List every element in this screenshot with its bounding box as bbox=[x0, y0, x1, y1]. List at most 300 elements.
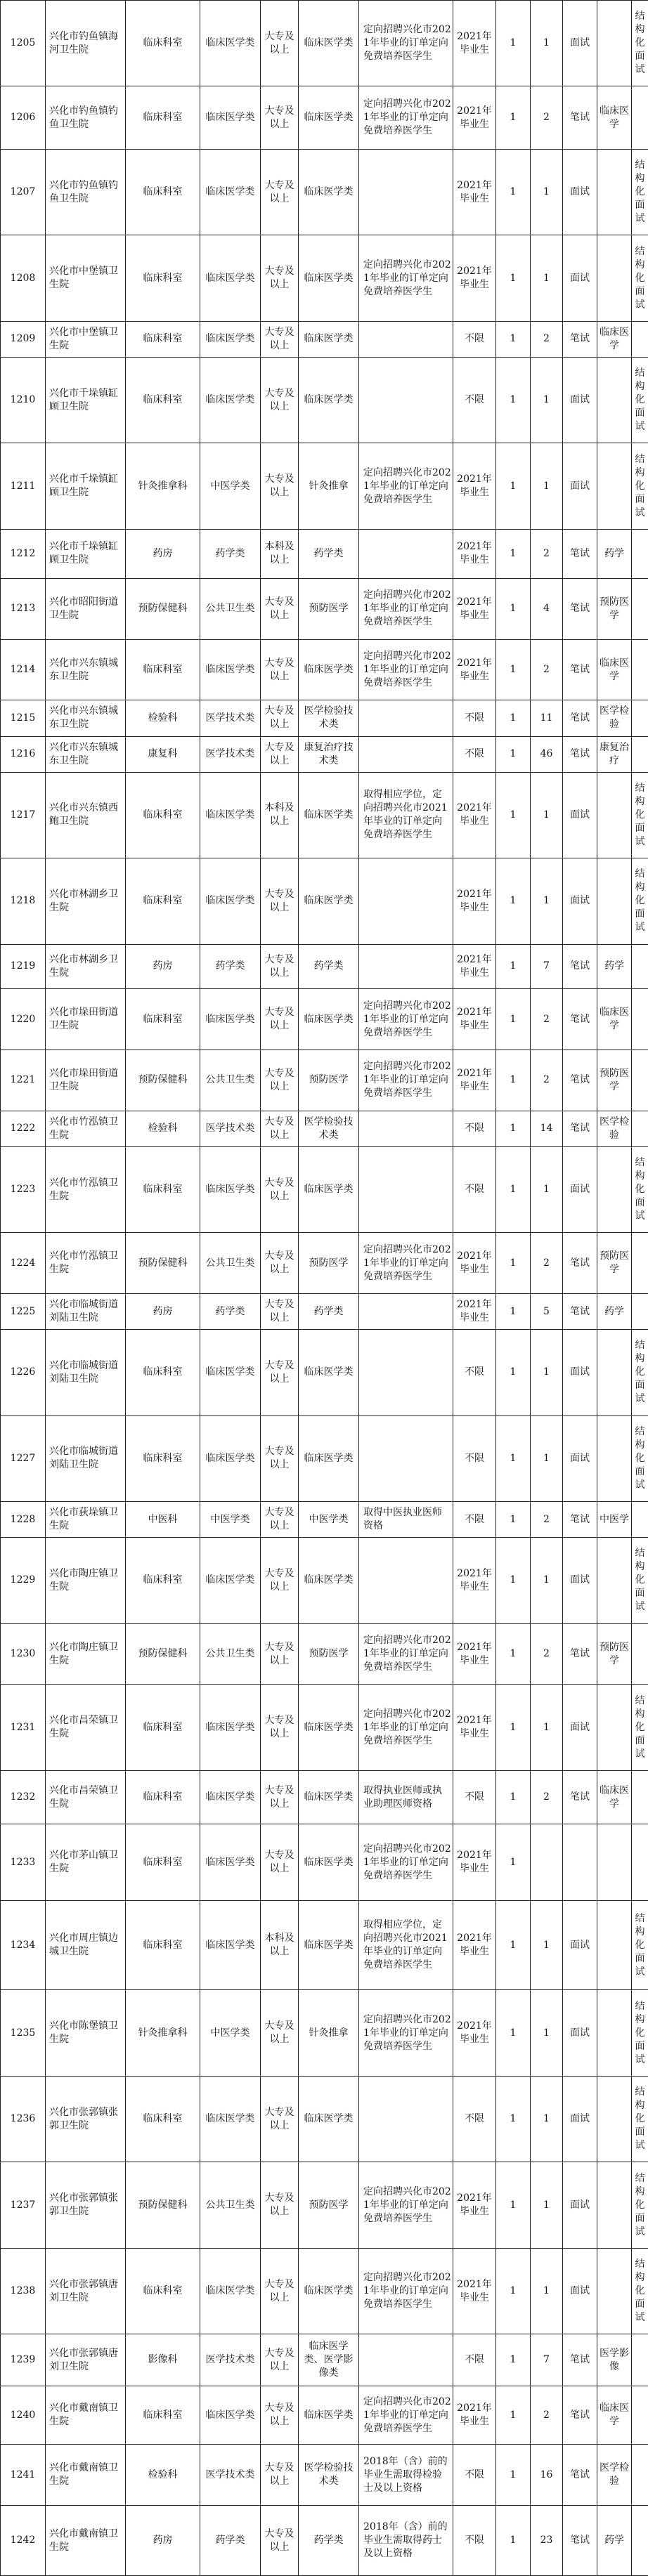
interview-note: 结构化面试 bbox=[632, 149, 648, 235]
education: 大专及以上 bbox=[261, 2162, 299, 2248]
graduate-type: 不限 bbox=[453, 2076, 496, 2162]
unit-name: 兴化市垛田街道卫生院 bbox=[46, 989, 126, 1050]
major: 临床医学类 bbox=[299, 1538, 359, 1623]
department: 临床科室 bbox=[126, 2248, 200, 2334]
position-category: 临床医学类 bbox=[200, 1, 261, 86]
exam-ratio: 2 bbox=[531, 1050, 563, 1111]
requirements: 定向招聘兴化市2021年毕业的订单定向免费培养医学生 bbox=[359, 1233, 453, 1294]
graduate-type: 不限 bbox=[453, 700, 496, 736]
position-category: 公共卫生类 bbox=[200, 1233, 261, 1294]
hiring-count: 1 bbox=[496, 1824, 531, 1900]
exam-ratio: 4 bbox=[531, 578, 563, 639]
exam-subject bbox=[597, 2076, 632, 2162]
hiring-count: 1 bbox=[496, 2334, 531, 2386]
position-code: 1227 bbox=[1, 1416, 46, 1501]
interview-note: 结构化面试 bbox=[632, 858, 648, 944]
position-category: 医学技术类 bbox=[200, 1111, 261, 1146]
exam-type: 笔试 bbox=[563, 1050, 597, 1111]
interview-note bbox=[632, 1294, 648, 1330]
unit-name: 兴化市兴东镇城东卫生院 bbox=[46, 700, 126, 736]
unit-name: 兴化市茅山镇卫生院 bbox=[46, 1824, 126, 1900]
department: 临床科室 bbox=[126, 1685, 200, 1770]
graduate-type: 2021年毕业生 bbox=[453, 639, 496, 700]
education: 大专及以上 bbox=[261, 149, 299, 235]
position-code: 1213 bbox=[1, 578, 46, 639]
graduate-type: 2021年毕业生 bbox=[453, 235, 496, 321]
hiring-count: 1 bbox=[496, 1538, 531, 1623]
interview-note: 结构化面试 bbox=[632, 1330, 648, 1416]
position-category: 临床医学类 bbox=[200, 1416, 261, 1501]
unit-name: 兴化市张郭镇唐刘卫生院 bbox=[46, 2334, 126, 2386]
position-category: 临床医学类 bbox=[200, 772, 261, 858]
graduate-type: 不限 bbox=[453, 357, 496, 443]
interview-note bbox=[632, 1233, 648, 1294]
interview-note bbox=[632, 2506, 648, 2576]
exam-subject: 药学 bbox=[597, 1294, 632, 1330]
table-row bbox=[1, 578, 648, 639]
position-code: 1231 bbox=[1, 1685, 46, 1770]
graduate-type: 2021年毕业生 bbox=[453, 578, 496, 639]
department: 临床科室 bbox=[126, 1, 200, 86]
unit-name: 兴化市中堡镇卫生院 bbox=[46, 235, 126, 321]
exam-type: 笔试 bbox=[563, 989, 597, 1050]
unit-name: 兴化市兴东镇城东卫生院 bbox=[46, 736, 126, 772]
exam-subject bbox=[597, 1330, 632, 1416]
position-code: 1240 bbox=[1, 2386, 46, 2445]
requirements bbox=[359, 149, 453, 235]
exam-ratio: 1 bbox=[531, 1, 563, 86]
unit-name: 兴化市钓鱼镇海河卫生院 bbox=[46, 1, 126, 86]
education: 大专及以上 bbox=[261, 2248, 299, 2334]
exam-type: 笔试 bbox=[563, 529, 597, 578]
exam-ratio: 1 bbox=[531, 1990, 563, 2076]
position-category: 临床医学类 bbox=[200, 1770, 261, 1824]
education: 大专及以上 bbox=[261, 1146, 299, 1232]
graduate-type: 2021年毕业生 bbox=[453, 772, 496, 858]
major: 药学类 bbox=[299, 944, 359, 989]
position-code: 1239 bbox=[1, 2334, 46, 2386]
exam-ratio: 1 bbox=[531, 357, 563, 443]
major: 临床医学类 bbox=[299, 1900, 359, 1990]
major: 临床医学类 bbox=[299, 639, 359, 700]
graduate-type: 2021年毕业生 bbox=[453, 858, 496, 944]
table-row bbox=[1, 1900, 648, 1990]
exam-type: 笔试 bbox=[563, 944, 597, 989]
education: 大专及以上 bbox=[261, 736, 299, 772]
position-category: 医学技术类 bbox=[200, 736, 261, 772]
exam-type: 笔试 bbox=[563, 2445, 597, 2506]
interview-note bbox=[632, 944, 648, 989]
hiring-count: 1 bbox=[496, 858, 531, 944]
exam-subject: 临床医学 bbox=[597, 639, 632, 700]
exam-type: 面试 bbox=[563, 1685, 597, 1770]
exam-ratio: 2 bbox=[531, 2386, 563, 2445]
table-row bbox=[1, 1502, 648, 1538]
graduate-type: 不限 bbox=[453, 1416, 496, 1501]
major: 临床医学类 bbox=[299, 1416, 359, 1501]
major: 针灸推拿 bbox=[299, 443, 359, 529]
table-row bbox=[1, 2076, 648, 2162]
hiring-count: 1 bbox=[496, 1, 531, 86]
hiring-count: 1 bbox=[496, 2445, 531, 2506]
education: 大专及以上 bbox=[261, 1111, 299, 1146]
position-code: 1218 bbox=[1, 858, 46, 944]
requirements: 定向招聘兴化市2021年毕业的订单定向免费培养医学生 bbox=[359, 639, 453, 700]
position-category: 医学技术类 bbox=[200, 2445, 261, 2506]
exam-subject bbox=[597, 1990, 632, 2076]
hiring-count: 1 bbox=[496, 357, 531, 443]
education: 大专及以上 bbox=[261, 1, 299, 86]
department: 临床科室 bbox=[126, 235, 200, 321]
position-code: 1225 bbox=[1, 1294, 46, 1330]
exam-ratio: 2 bbox=[531, 1623, 563, 1685]
exam-ratio: 2 bbox=[531, 86, 563, 149]
position-code: 1229 bbox=[1, 1538, 46, 1623]
interview-note bbox=[632, 639, 648, 700]
table-row bbox=[1, 1538, 648, 1623]
position-code: 1209 bbox=[1, 321, 46, 357]
education: 大专及以上 bbox=[261, 1233, 299, 1294]
position-code: 1208 bbox=[1, 235, 46, 321]
exam-subject bbox=[597, 1824, 632, 1900]
department: 临床科室 bbox=[126, 772, 200, 858]
exam-type: 笔试 bbox=[563, 86, 597, 149]
major: 临床医学类 bbox=[299, 1, 359, 86]
exam-ratio: 1 bbox=[531, 1538, 563, 1623]
interview-note bbox=[632, 1050, 648, 1111]
exam-subject bbox=[597, 858, 632, 944]
position-category: 临床医学类 bbox=[200, 321, 261, 357]
table-row bbox=[1, 700, 648, 736]
exam-ratio: 2 bbox=[531, 1233, 563, 1294]
hiring-count: 1 bbox=[496, 1111, 531, 1146]
exam-subject bbox=[597, 2162, 632, 2248]
education: 大专及以上 bbox=[261, 2386, 299, 2445]
graduate-type: 2021年毕业生 bbox=[453, 1, 496, 86]
department: 临床科室 bbox=[126, 2076, 200, 2162]
interview-note: 结构化面试 bbox=[632, 2076, 648, 2162]
major: 预防医学 bbox=[299, 1050, 359, 1111]
exam-subject: 药学 bbox=[597, 529, 632, 578]
exam-ratio: 1 bbox=[531, 2076, 563, 2162]
unit-name: 兴化市陈堡镇卫生院 bbox=[46, 1990, 126, 2076]
exam-ratio: 2 bbox=[531, 639, 563, 700]
graduate-type: 不限 bbox=[453, 736, 496, 772]
major: 临床医学类 bbox=[299, 1330, 359, 1416]
hiring-count: 1 bbox=[496, 989, 531, 1050]
requirements bbox=[359, 1330, 453, 1416]
unit-name: 兴化市昭阳街道卫生院 bbox=[46, 578, 126, 639]
position-category: 公共卫生类 bbox=[200, 2162, 261, 2248]
table-row bbox=[1, 1685, 648, 1770]
position-category: 中医学类 bbox=[200, 1990, 261, 2076]
exam-ratio: 1 bbox=[531, 772, 563, 858]
education: 大专及以上 bbox=[261, 443, 299, 529]
unit-name: 兴化市竹泓镇卫生院 bbox=[46, 1233, 126, 1294]
major: 临床医学类、医学影像类 bbox=[299, 2334, 359, 2386]
interview-note bbox=[632, 989, 648, 1050]
department: 预防保健科 bbox=[126, 1623, 200, 1685]
education: 本科及以上 bbox=[261, 529, 299, 578]
interview-note: 结构化面试 bbox=[632, 1990, 648, 2076]
requirements: 定向招聘兴化市2021年毕业的订单定向免费培养医学生 bbox=[359, 1685, 453, 1770]
exam-subject: 临床医学 bbox=[597, 989, 632, 1050]
table-row bbox=[1, 989, 648, 1050]
position-category: 公共卫生类 bbox=[200, 1050, 261, 1111]
hiring-count: 1 bbox=[496, 1900, 531, 1990]
interview-note: 结构化面试 bbox=[632, 1685, 648, 1770]
major: 医学检验技术类 bbox=[299, 700, 359, 736]
interview-note: 结构化面试 bbox=[632, 443, 648, 529]
education: 大专及以上 bbox=[261, 2445, 299, 2506]
unit-name: 兴化市兴东镇西鲍卫生院 bbox=[46, 772, 126, 858]
exam-type: 面试 bbox=[563, 235, 597, 321]
requirements bbox=[359, 1146, 453, 1232]
education: 大专及以上 bbox=[261, 2334, 299, 2386]
position-code: 1233 bbox=[1, 1824, 46, 1900]
education: 大专及以上 bbox=[261, 700, 299, 736]
table-row bbox=[1, 736, 648, 772]
exam-type: 笔试 bbox=[563, 1502, 597, 1538]
major: 针灸推拿 bbox=[299, 1990, 359, 2076]
exam-ratio: 2 bbox=[531, 989, 563, 1050]
education: 大专及以上 bbox=[261, 2506, 299, 2576]
education: 大专及以上 bbox=[261, 357, 299, 443]
requirements bbox=[359, 529, 453, 578]
position-category: 医学技术类 bbox=[200, 700, 261, 736]
exam-ratio: 14 bbox=[531, 1111, 563, 1146]
graduate-type: 不限 bbox=[453, 1502, 496, 1538]
exam-subject bbox=[597, 235, 632, 321]
exam-subject: 医学检验 bbox=[597, 2445, 632, 2506]
exam-type: 笔试 bbox=[563, 1623, 597, 1685]
position-category: 临床医学类 bbox=[200, 639, 261, 700]
unit-name: 兴化市戴南镇卫生院 bbox=[46, 2445, 126, 2506]
education: 大专及以上 bbox=[261, 858, 299, 944]
position-category: 临床医学类 bbox=[200, 858, 261, 944]
exam-subject: 临床医学 bbox=[597, 1770, 632, 1824]
graduate-type: 2021年毕业生 bbox=[453, 1623, 496, 1685]
exam-type: 面试 bbox=[563, 2248, 597, 2334]
major: 临床医学类 bbox=[299, 1770, 359, 1824]
unit-name: 兴化市中堡镇卫生院 bbox=[46, 321, 126, 357]
graduate-type: 不限 bbox=[453, 1770, 496, 1824]
position-code: 1216 bbox=[1, 736, 46, 772]
requirements bbox=[359, 321, 453, 357]
exam-type: 面试 bbox=[563, 149, 597, 235]
position-category: 药学类 bbox=[200, 944, 261, 989]
exam-ratio: 1 bbox=[531, 1900, 563, 1990]
exam-ratio: 1 bbox=[531, 1330, 563, 1416]
major: 临床医学类 bbox=[299, 357, 359, 443]
unit-name: 兴化市张郭镇张郭卫生院 bbox=[46, 2076, 126, 2162]
position-code: 1215 bbox=[1, 700, 46, 736]
graduate-type: 不限 bbox=[453, 2506, 496, 2576]
unit-name: 兴化市林湖乡卫生院 bbox=[46, 944, 126, 989]
interview-note bbox=[632, 1824, 648, 1900]
requirements bbox=[359, 1416, 453, 1501]
position-category: 中医学类 bbox=[200, 443, 261, 529]
exam-subject bbox=[597, 443, 632, 529]
exam-ratio: 1 bbox=[531, 1685, 563, 1770]
table-row bbox=[1, 2162, 648, 2248]
exam-type: 笔试 bbox=[563, 1233, 597, 1294]
position-code: 1241 bbox=[1, 2445, 46, 2506]
major: 临床医学类 bbox=[299, 321, 359, 357]
hiring-count: 1 bbox=[496, 1294, 531, 1330]
exam-type: 面试 bbox=[563, 2076, 597, 2162]
education: 大专及以上 bbox=[261, 235, 299, 321]
exam-type: 面试 bbox=[563, 858, 597, 944]
hiring-count: 1 bbox=[496, 578, 531, 639]
table-row bbox=[1, 86, 648, 149]
hiring-count: 1 bbox=[496, 2248, 531, 2334]
requirements: 定向招聘兴化市2021年毕业的订单定向免费培养医学生 bbox=[359, 578, 453, 639]
major: 预防医学 bbox=[299, 2162, 359, 2248]
department: 临床科室 bbox=[126, 86, 200, 149]
interview-note: 结构化面试 bbox=[632, 1900, 648, 1990]
table-row bbox=[1, 772, 648, 858]
exam-subject bbox=[597, 2248, 632, 2334]
table-body bbox=[1, 1, 648, 2576]
unit-name: 兴化市陶庄镇卫生院 bbox=[46, 1623, 126, 1685]
department: 中医科 bbox=[126, 1502, 200, 1538]
unit-name: 兴化市周庄镇边城卫生院 bbox=[46, 1900, 126, 1990]
interview-note: 结构化面试 bbox=[632, 1146, 648, 1232]
exam-type: 面试 bbox=[563, 772, 597, 858]
hiring-count: 1 bbox=[496, 639, 531, 700]
exam-ratio: 1 bbox=[531, 235, 563, 321]
requirements bbox=[359, 1294, 453, 1330]
major: 临床医学类 bbox=[299, 149, 359, 235]
interview-note bbox=[632, 2334, 648, 2386]
education: 本科及以上 bbox=[261, 772, 299, 858]
exam-ratio: 1 bbox=[531, 2162, 563, 2248]
position-category: 临床医学类 bbox=[200, 1900, 261, 1990]
hiring-count: 1 bbox=[496, 1233, 531, 1294]
table-row bbox=[1, 529, 648, 578]
exam-subject bbox=[597, 357, 632, 443]
table-row bbox=[1, 1, 648, 86]
position-category: 临床医学类 bbox=[200, 1146, 261, 1232]
exam-ratio: 1 bbox=[531, 2248, 563, 2334]
education: 大专及以上 bbox=[261, 1538, 299, 1623]
requirements bbox=[359, 2334, 453, 2386]
exam-subject bbox=[597, 1416, 632, 1501]
exam-type: 面试 bbox=[563, 357, 597, 443]
exam-subject: 药学 bbox=[597, 2506, 632, 2576]
exam-type: 笔试 bbox=[563, 1770, 597, 1824]
major: 药学类 bbox=[299, 1294, 359, 1330]
major: 药学类 bbox=[299, 2506, 359, 2576]
position-code: 1214 bbox=[1, 639, 46, 700]
requirements bbox=[359, 1538, 453, 1623]
unit-name: 兴化市千垛镇缸顾卫生院 bbox=[46, 443, 126, 529]
exam-ratio: 46 bbox=[531, 736, 563, 772]
interview-note: 结构化面试 bbox=[632, 1538, 648, 1623]
table-row bbox=[1, 1824, 648, 1900]
interview-note bbox=[632, 736, 648, 772]
graduate-type: 不限 bbox=[453, 2334, 496, 2386]
education: 大专及以上 bbox=[261, 1990, 299, 2076]
exam-subject: 临床医学 bbox=[597, 321, 632, 357]
hiring-count: 1 bbox=[496, 2162, 531, 2248]
graduate-type: 不限 bbox=[453, 1111, 496, 1146]
education: 大专及以上 bbox=[261, 1330, 299, 1416]
exam-subject: 临床医学 bbox=[597, 86, 632, 149]
exam-type: 笔试 bbox=[563, 578, 597, 639]
department: 临床科室 bbox=[126, 639, 200, 700]
exam-subject: 医学检验 bbox=[597, 700, 632, 736]
position-category: 公共卫生类 bbox=[200, 578, 261, 639]
exam-ratio bbox=[531, 1824, 563, 1900]
major: 临床医学类 bbox=[299, 235, 359, 321]
major: 临床医学类 bbox=[299, 1146, 359, 1232]
position-code: 1205 bbox=[1, 1, 46, 86]
department: 临床科室 bbox=[126, 1330, 200, 1416]
position-code: 1220 bbox=[1, 989, 46, 1050]
education: 大专及以上 bbox=[261, 2076, 299, 2162]
education: 大专及以上 bbox=[261, 1416, 299, 1501]
department: 针灸推拿科 bbox=[126, 443, 200, 529]
department: 临床科室 bbox=[126, 1770, 200, 1824]
graduate-type: 2021年毕业生 bbox=[453, 86, 496, 149]
education: 大专及以上 bbox=[261, 989, 299, 1050]
table-row bbox=[1, 149, 648, 235]
department: 临床科室 bbox=[126, 858, 200, 944]
interview-note: 结构化面试 bbox=[632, 1, 648, 86]
requirements: 2018年（含）前的毕业生需取得检验士及以上资格 bbox=[359, 2445, 453, 2506]
exam-subject: 预防医学 bbox=[597, 1050, 632, 1111]
major: 临床医学类 bbox=[299, 1685, 359, 1770]
department: 预防保健科 bbox=[126, 2162, 200, 2248]
major: 临床医学类 bbox=[299, 989, 359, 1050]
exam-subject: 药学 bbox=[597, 944, 632, 989]
position-code: 1211 bbox=[1, 443, 46, 529]
department: 临床科室 bbox=[126, 357, 200, 443]
education: 大专及以上 bbox=[261, 639, 299, 700]
position-code: 1210 bbox=[1, 357, 46, 443]
requirements: 定向招聘兴化市2021年毕业的订单定向免费培养医学生 bbox=[359, 2248, 453, 2334]
graduate-type: 2021年毕业生 bbox=[453, 1685, 496, 1770]
unit-name: 兴化市戴南镇卫生院 bbox=[46, 2506, 126, 2576]
major: 临床医学类 bbox=[299, 2386, 359, 2445]
exam-ratio: 11 bbox=[531, 700, 563, 736]
interview-note bbox=[632, 1502, 648, 1538]
education: 大专及以上 bbox=[261, 1502, 299, 1538]
exam-type: 面试 bbox=[563, 1538, 597, 1623]
exam-subject bbox=[597, 1146, 632, 1232]
exam-type: 面试 bbox=[563, 1, 597, 86]
unit-name: 兴化市钓鱼镇钓鱼卫生院 bbox=[46, 86, 126, 149]
requirements: 定向招聘兴化市2021年毕业的订单定向免费培养医学生 bbox=[359, 1824, 453, 1900]
hiring-count: 1 bbox=[496, 1050, 531, 1111]
requirements bbox=[359, 357, 453, 443]
exam-subject bbox=[597, 1, 632, 86]
department: 针灸推拿科 bbox=[126, 1990, 200, 2076]
exam-ratio: 1 bbox=[531, 1146, 563, 1232]
exam-ratio: 23 bbox=[531, 2506, 563, 2576]
department: 预防保健科 bbox=[126, 578, 200, 639]
graduate-type: 2021年毕业生 bbox=[453, 1824, 496, 1900]
position-code: 1207 bbox=[1, 149, 46, 235]
hiring-count: 1 bbox=[496, 86, 531, 149]
hiring-count: 1 bbox=[496, 1623, 531, 1685]
department: 检验科 bbox=[126, 2445, 200, 2506]
position-category: 临床医学类 bbox=[200, 1824, 261, 1900]
table-row bbox=[1, 2445, 648, 2506]
requirements: 定向招聘兴化市2021年毕业的订单定向免费培养医学生 bbox=[359, 1, 453, 86]
